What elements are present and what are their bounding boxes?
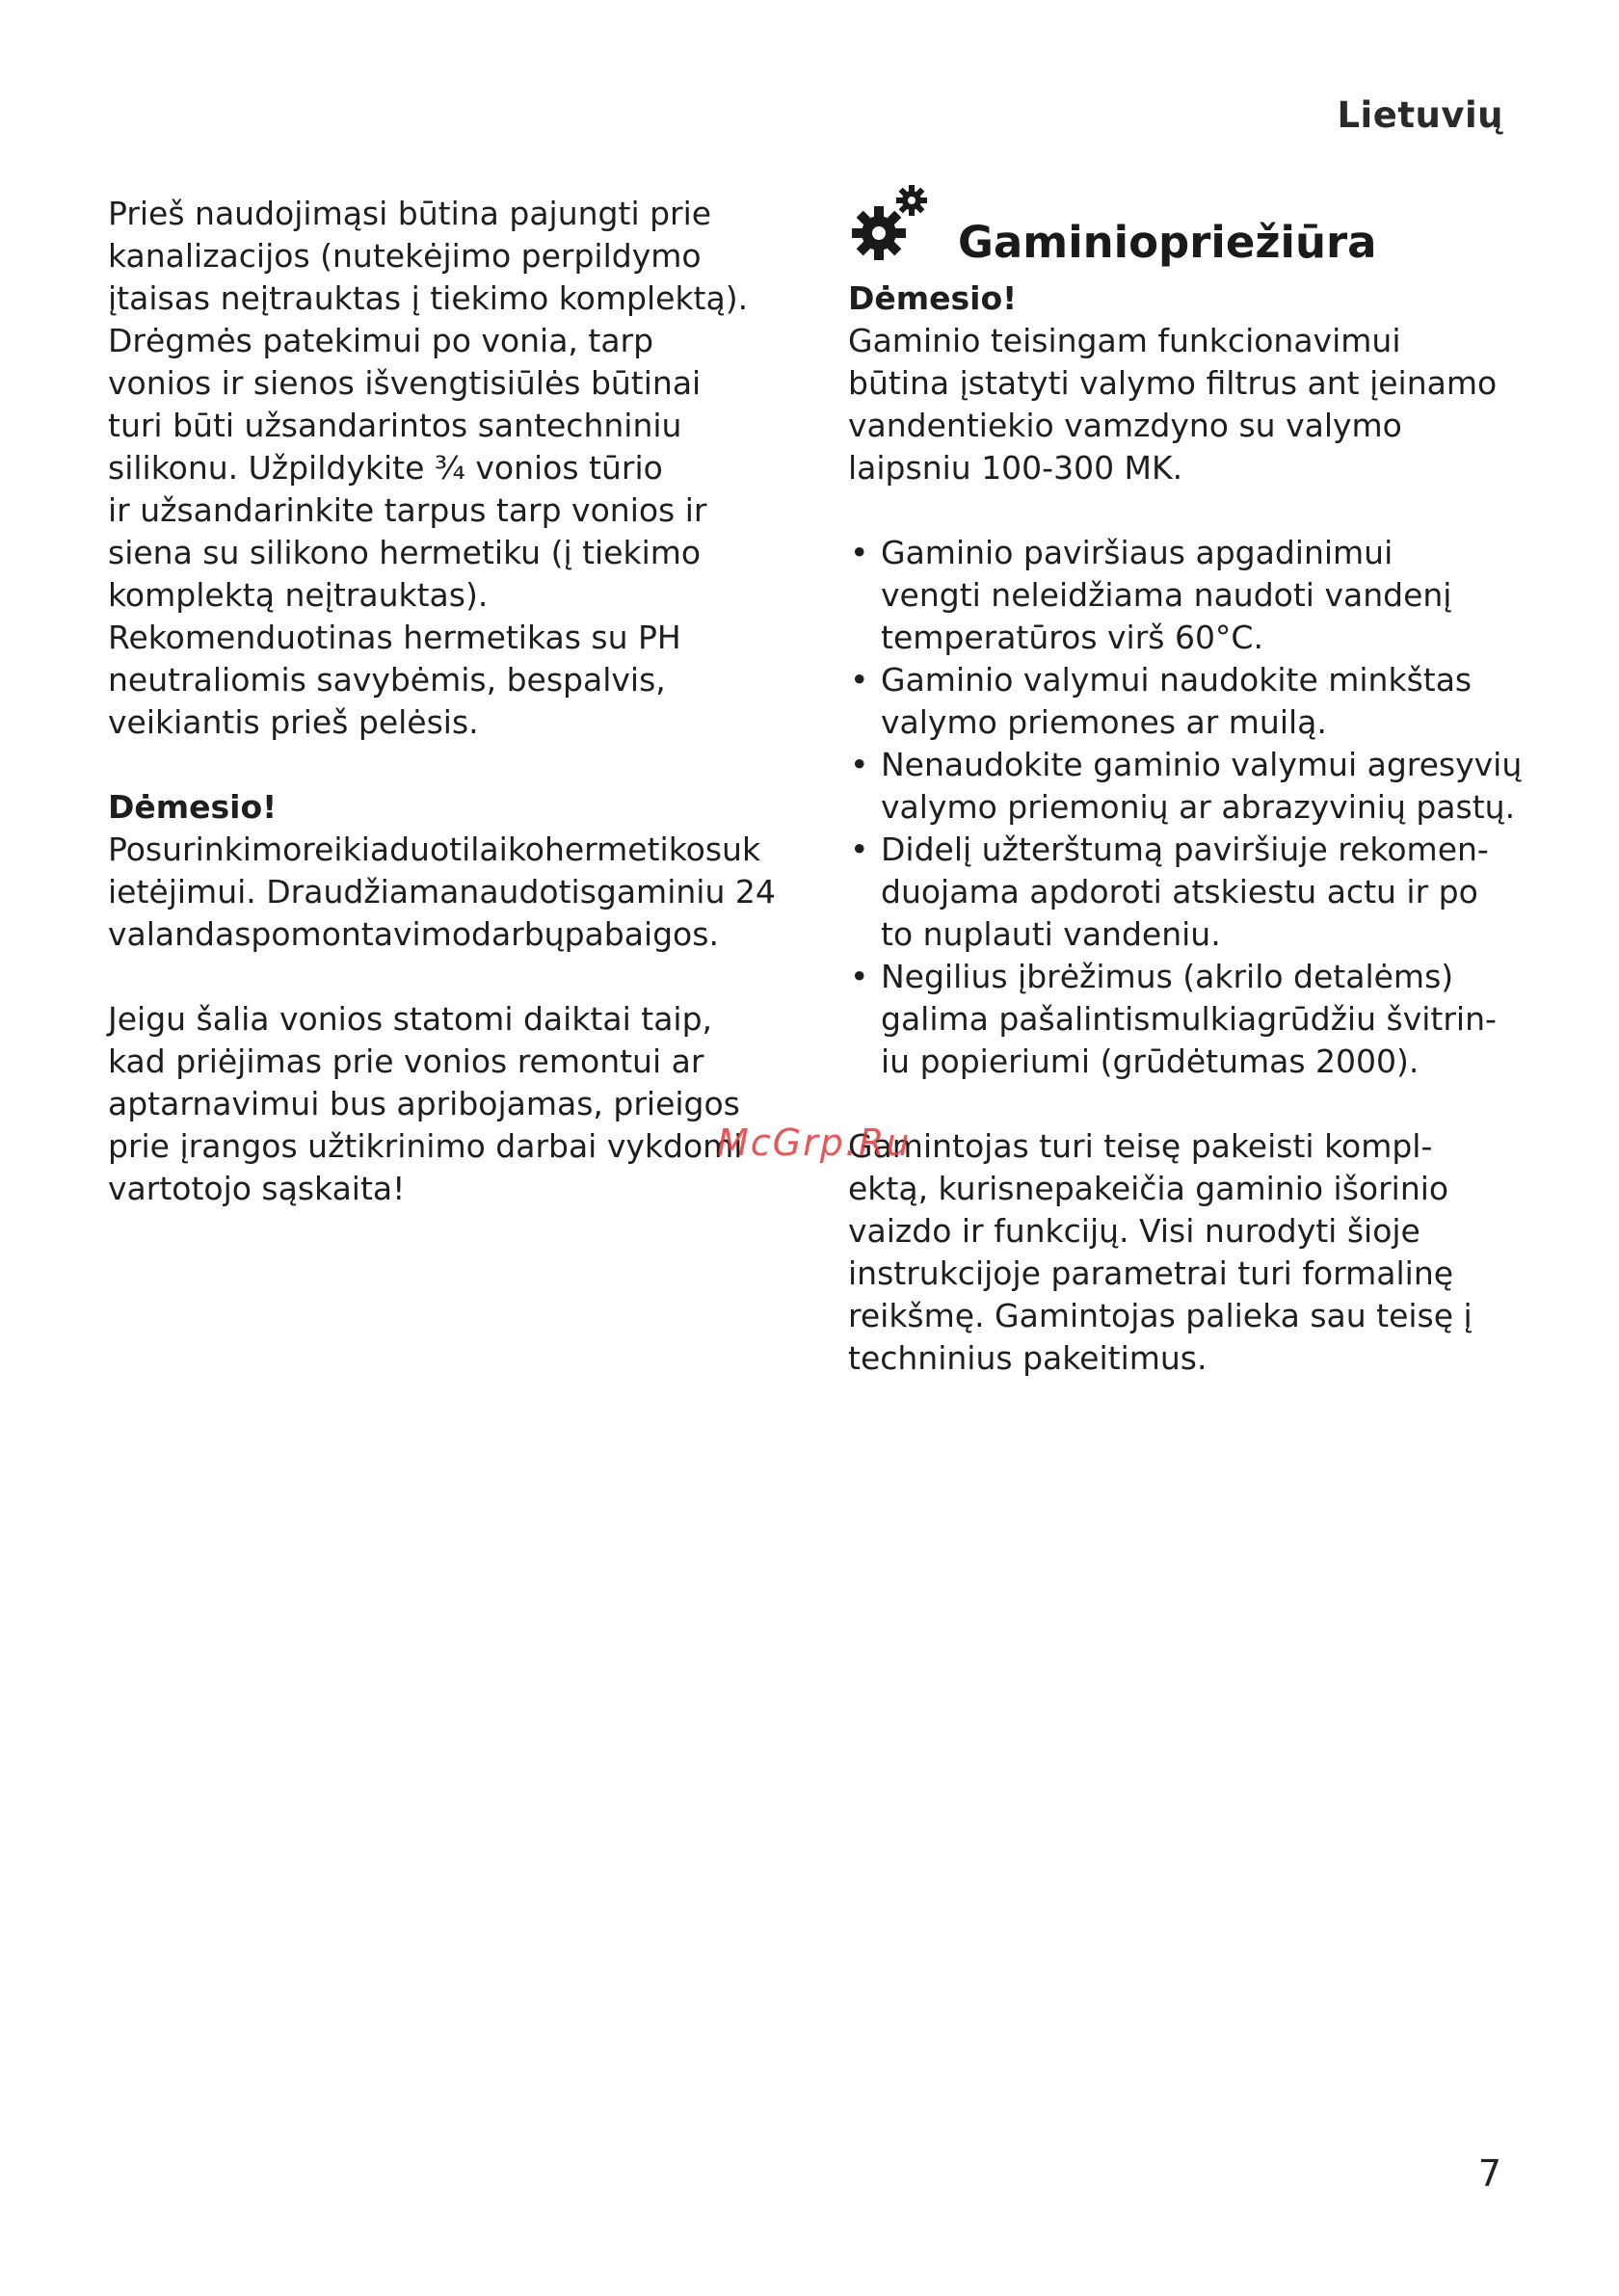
text-line: siena su silikono hermetiku (į tiekimo <box>108 534 702 571</box>
bullet-icon: • <box>850 661 869 699</box>
text-line: Gaminio paviršiaus apgadinimui <box>881 534 1393 571</box>
text-line: Prieš naudojimąsi būtina pajungti prie <box>108 195 712 232</box>
text-line: vaizdo ir funkcijų. Visi nurodyti šioje <box>848 1212 1420 1250</box>
text-line: Gaminio teisingam funkcionavimui <box>848 322 1401 359</box>
text-line: galima pašalintismulkiagrūdžiu švitrin- <box>881 1000 1497 1038</box>
installation-paragraph <box>108 193 783 744</box>
care-bullet-list <box>848 532 1523 1083</box>
access-paragraph <box>108 998 783 1210</box>
page-number: 7 <box>1477 2152 1501 2195</box>
list-item <box>848 659 1523 744</box>
text-line: vengti neleidžiama naudoti vandenį <box>881 576 1452 614</box>
text-line: neutraliomis savybėmis, bespalvis, <box>108 661 666 699</box>
text-line: komplektą neįtrauktas). <box>108 576 489 614</box>
attention-heading: Dėmesio! <box>108 788 278 826</box>
text-line: Gaminio valymui naudokite minkštas <box>881 661 1473 699</box>
bullet-icon: • <box>850 958 869 995</box>
attention-heading: Dėmesio! <box>848 279 1018 317</box>
text-line: iu popieriumi (grūdėtumas 2000). <box>881 1042 1420 1080</box>
language-label: Lietuvių <box>1337 94 1503 136</box>
text-line: aptarnavimui bus apribojamas, prieigos <box>108 1085 740 1122</box>
text-line: ietėjimui. Draudžiamanaudotisgaminiu 24 <box>108 873 776 910</box>
text-line: Didelį užterštumą paviršiuje rekomen- <box>881 831 1489 868</box>
text-line: vandentiekio vamzdyno su valymo <box>848 407 1402 444</box>
text-line: techninius pakeitimus. <box>848 1339 1208 1377</box>
text-line: įtaisas neįtrauktas į tiekimo komplektą). <box>108 279 749 317</box>
text-line: būtina įstatyti valymo filtrus ant įeinamo <box>848 364 1498 402</box>
text-line: laipsniu 100-300 MK. <box>848 449 1183 487</box>
text-line: turi būti užsandarintos santechniniu <box>108 407 682 444</box>
gears-icon <box>844 179 937 272</box>
list-item <box>848 532 1523 659</box>
text-line: Posurinkimoreikiaduotilaikohermetikosuk <box>108 831 761 868</box>
text-line: duojama apdoroti atskiestu actu ir po <box>881 873 1478 910</box>
text-line: valymo priemones ar muilą. <box>881 703 1327 741</box>
list-item <box>848 956 1523 1083</box>
text-line: kanalizacijos (nutekėjimo perpildymo <box>108 237 702 275</box>
text-line: Jeigu šalia vonios statomi daiktai taip, <box>108 1000 713 1038</box>
watermark: McGrp.Ru <box>717 1122 912 1164</box>
attention-block <box>848 277 1523 489</box>
text-line: silikonu. Užpildykite ¾ vonios tūrio <box>108 449 663 487</box>
section-title: Gaminiopriežiūra <box>958 217 1377 268</box>
text-line: Negilius įbrėžimus (akrilo detalėms) <box>881 958 1454 995</box>
section-header <box>848 193 1523 277</box>
attention-block <box>108 786 783 956</box>
left-column <box>108 193 783 1210</box>
text-line: ektą, kurisnepakeičia gaminio išorinio <box>848 1170 1449 1207</box>
right-column <box>848 193 1523 1380</box>
text-line: prie įrangos užtikrinimo darbai vykdomi <box>108 1127 743 1165</box>
text-line: Gamintojas turi teisę pakeisti kompl- <box>848 1127 1433 1165</box>
text-line: vartotojo sąskaita! <box>108 1170 406 1207</box>
text-line: kad priėjimas prie vonios remontui ar <box>108 1042 704 1080</box>
text-line: veikiantis prieš pelėsis. <box>108 703 479 741</box>
manufacturer-paragraph <box>848 1125 1523 1380</box>
text-line: valymo priemonių ar abrazyvinių pastų. <box>881 788 1516 826</box>
text-line: instrukcijoje parametrai turi formalinę <box>848 1254 1454 1292</box>
text-line: reikšmę. Gamintojas palieka sau teisę į <box>848 1297 1473 1334</box>
bullet-icon: • <box>850 831 869 868</box>
text-line: Rekomenduotinas hermetikas su PH <box>108 619 681 656</box>
text-line: Drėgmės patekimui po vonia, tarp <box>108 322 654 359</box>
text-line: to nuplauti vandeniu. <box>881 915 1221 953</box>
text-line: ir užsandarinkite tarpus tarp vonios ir <box>108 491 707 529</box>
text-line: vonios ir sienos išvengtisiūlės būtinai <box>108 364 702 402</box>
bullet-icon: • <box>850 746 869 783</box>
list-item <box>848 744 1523 829</box>
text-line: Nenaudokite gaminio valymui agresyvių <box>881 746 1523 783</box>
bullet-icon: • <box>850 534 869 571</box>
list-item <box>848 829 1523 956</box>
text-line: temperatūros virš 60°C. <box>881 619 1263 656</box>
text-line: valandaspomontavimodarbųpabaigos. <box>108 915 719 953</box>
